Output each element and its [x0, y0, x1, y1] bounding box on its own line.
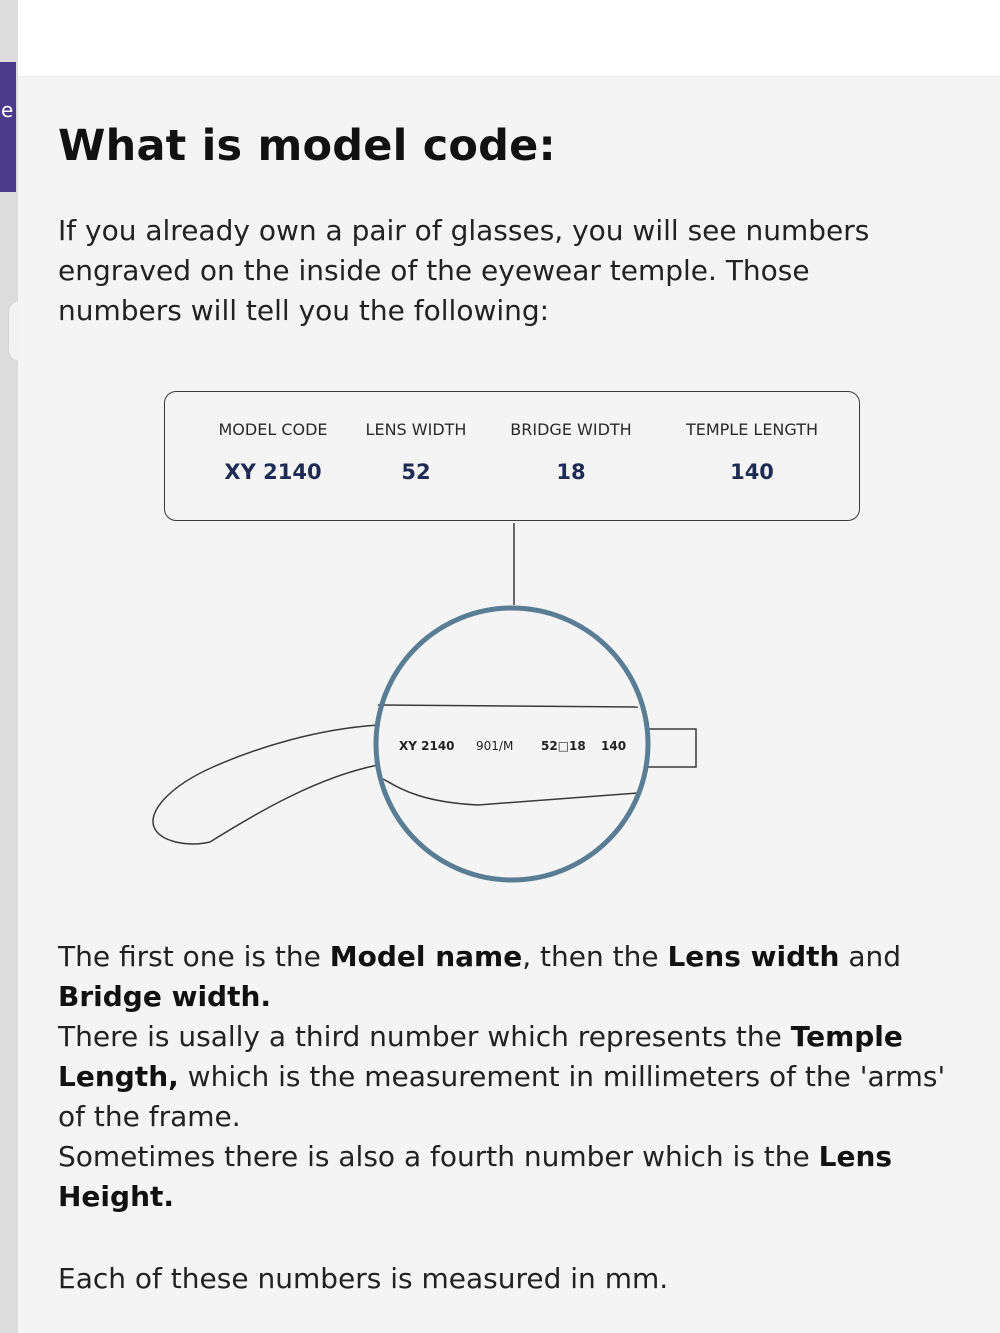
- hinge-end: [648, 729, 696, 767]
- engraving-temple: 140: [601, 739, 627, 753]
- temple-top-edge: [378, 705, 638, 707]
- side-tab-letter: e: [1, 98, 14, 122]
- lens-width-label: LENS WIDTH: [365, 420, 467, 439]
- engraving-model: XY 2140: [399, 739, 455, 753]
- explanation-text: [58, 937, 958, 1217]
- background-page-edge: [0, 0, 18, 1333]
- bridge-width-value: 18: [556, 460, 586, 484]
- explanation-paragraph-2: There is usally a third number which represents the Temple Length, which is the measurement in millimeters of the 'arms' of the frame.: [58, 1020, 946, 1133]
- temple-arm-outline: [153, 725, 378, 844]
- model-code-label: MODEL CODE: [218, 420, 328, 439]
- engraving-color-code: 901/M: [476, 739, 514, 753]
- page-title: What is model code:: [58, 121, 556, 171]
- temple-length-value: 140: [730, 460, 774, 484]
- explanation-paragraph-1: The first one is the Model name, then the Lens width and Bridge width.: [58, 940, 902, 1013]
- temple-length-label: TEMPLE LENGTH: [685, 420, 819, 439]
- bridge-width-label: BRIDGE WIDTH: [510, 420, 632, 439]
- intro-text: If you already own a pair of glasses, you will see numbers engraved on the inside of the eyewear temple. Those numbers will tell you the following:: [58, 214, 870, 327]
- lens-width-value: 52: [401, 460, 431, 484]
- model-code-info-panel: [18, 76, 1000, 1333]
- engraving-size: 52□18: [541, 739, 586, 753]
- temple-bottom-edge: [383, 779, 638, 805]
- explanation-paragraph-3: Sometimes there is also a fourth number which is the Lens Height.: [58, 1140, 893, 1213]
- closing-text: Each of these numbers is measured in mm.: [58, 1262, 669, 1295]
- model-code-value: XY 2140: [224, 460, 322, 484]
- background-side-tab[interactable]: [0, 62, 16, 192]
